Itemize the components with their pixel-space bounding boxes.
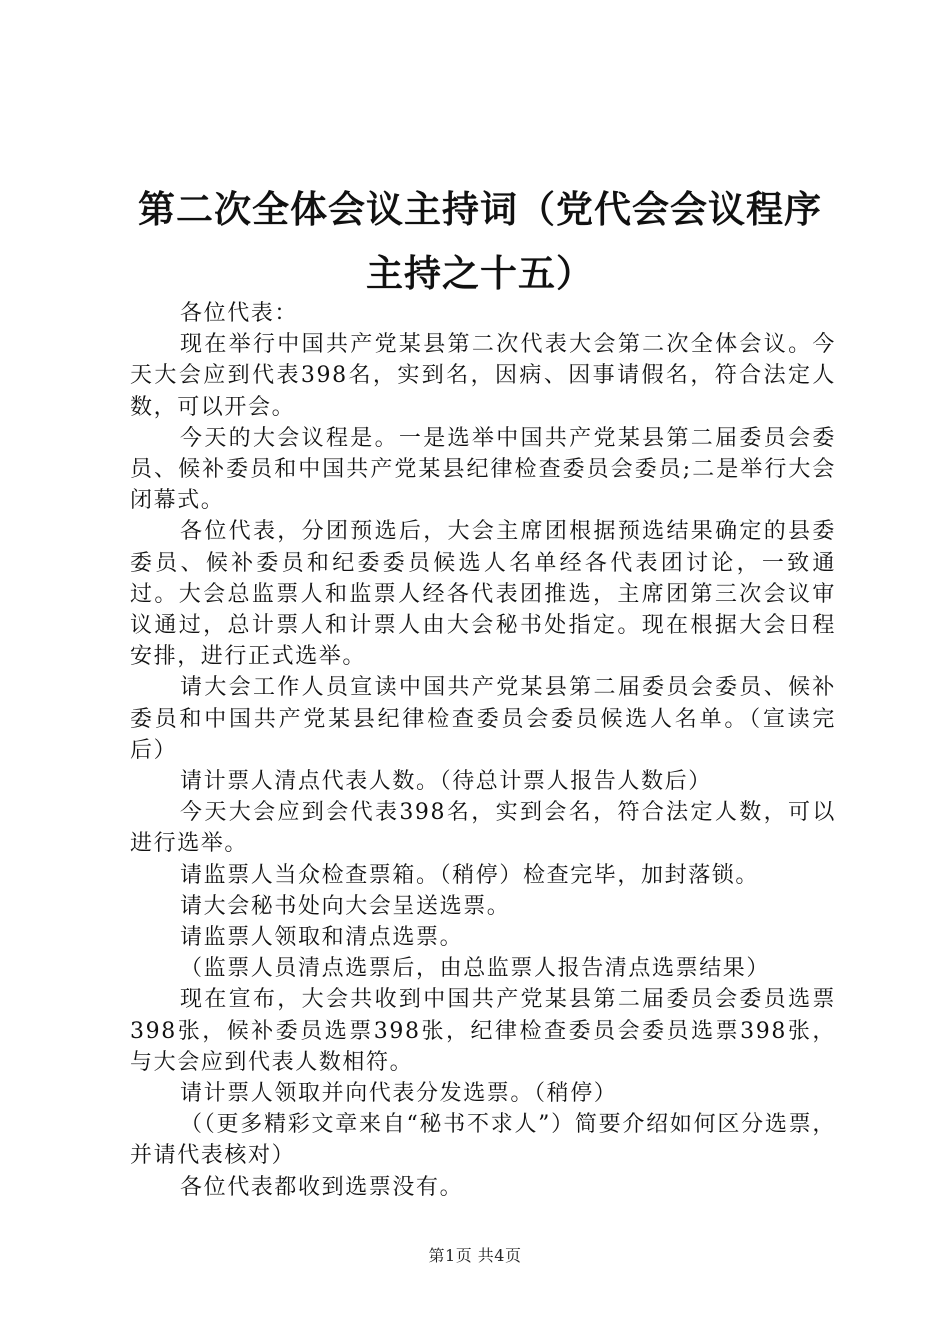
paragraph: 各位代表，分团预选后，大会主席团根据预选结果确定的县委委员、候补委员和纪委委员候选人名单经各代表团讨论，一致通过。大会总监票人和监票人经各代表团推选，主席团第三次会议审议通过，总计票人和计票人由大会秘书处指定。现在根据大会日程安排，进行正式选举。: [130, 519, 836, 670]
paragraph-salutation: 各位代表：: [180, 301, 299, 326]
paragraph: 请监票人领取和清点选票。: [180, 925, 464, 951]
document-body: [130, 298, 836, 1203]
document-title: 第二次全体会议主持词（党代会会议程序主持之十五）: [138, 188, 822, 295]
paragraph: 请大会工作人员宣读中国共产党某县第二届委员会委员、候补委员和中国共产党某县纪律检查委员会委员候选人名单。（宣读完后）: [130, 675, 836, 763]
paragraph: 请计票人清点代表人数。（待总计票人报告人数后）: [180, 769, 712, 795]
paragraph: （（更多精彩文章来自“秘书不求人”）简要介绍如何区分选票，并请代表核对）: [130, 1112, 836, 1169]
paragraph: 今天大会应到会代表398名，实到会名，符合法定人数，可以进行选举。: [130, 800, 836, 857]
paragraph: 请监票人当众检查票箱。（稍停）检查完毕，加封落锁。: [180, 862, 760, 888]
paragraph: 现在举行中国共产党某县第二次代表大会第二次全体会议。今天大会应到代表398名，实到名，因病、因事请假名，符合法定人数，可以开会。: [130, 332, 836, 420]
paragraph: 各位代表都收到选票没有。: [180, 1174, 464, 1200]
paragraph: （监票人员清点选票后，由总监票人报告清点选票结果）: [180, 956, 771, 982]
paragraph: 今天的大会议程是。一是选举中国共产党某县第二届委员会委员、候补委员和中国共产党某县纪律检查委员会委员;二是举行大会闭幕式。: [130, 425, 836, 514]
paragraph: 请计票人领取并向代表分发选票。（稍停）: [180, 1081, 618, 1107]
paragraph: 请大会秘书处向大会呈送选票。: [180, 893, 511, 919]
page-number-footer: 第1页 共4页: [428, 1246, 522, 1265]
paragraph: 现在宣布，大会共收到中国共产党某县第二届委员会委员选票398张，候补委员选票398张，纪律检查委员会委员选票398张，与大会应到代表人数相符。: [130, 987, 836, 1075]
